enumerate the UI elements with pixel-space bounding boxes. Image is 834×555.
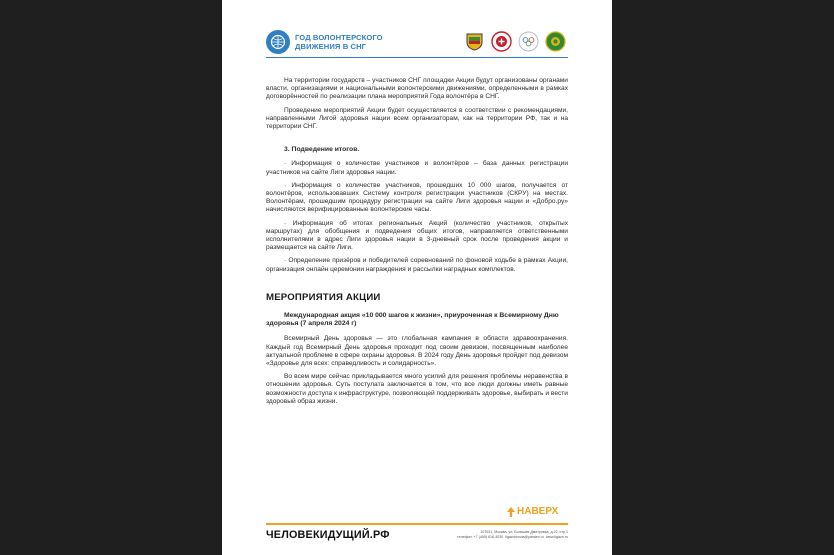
partner-logos xyxy=(464,31,566,52)
footer-site-link[interactable]: ЧЕЛОВЕКИДУЩИЙ.РФ xyxy=(266,529,390,541)
event-paragraph: Во всем мире сейчас прикладывается много усилий для решения проблемы неравенства в отношении здоровья. Суть постулата заключается в том, что все люди должны иметь равные возможности доступа к инфраструктуре, позволяющей поддерживать здоровье, выбирать и вести здоровый образ жизни. xyxy=(266,373,568,405)
back-to-top-label: НАВЕРХ xyxy=(517,506,559,517)
event-subheading: Международная акция «10 000 шагов к жизни», приуроченная к Всемирному Дню здоровья (7 апреля 2024 г) xyxy=(266,312,559,328)
partner-rings-logo-icon xyxy=(518,31,539,52)
document-page xyxy=(222,0,612,555)
logo-line-1: ГОД ВОЛОНТЕРСКОГО xyxy=(295,33,383,42)
partner-green-logo-icon xyxy=(545,31,566,52)
logo-text xyxy=(295,33,383,51)
footer-contact-line xyxy=(412,535,568,540)
list-item: · Информация об итогах региональных Акций (количество участников, открытых маршрутах) для обобщения и подведения общих итогов, направляется ответственными исполнителями в адрес Лиги здоровья нации в 3-дневный срок после проведения акции и размещается на сайте Лиги. xyxy=(266,219,568,252)
partner-red-logo-icon xyxy=(491,31,512,52)
header-divider xyxy=(266,57,568,58)
list-item: · Информация о количестве участников, прошедших 10 000 шагов, получается от волонтёров, использовавших Систему контроля регистрации участников (СКРУ) на местах. Волонтёрам, прошедшим процедуру регистрации на сайте Лиги здоровья нации и «Добро.ру» начисляются верифицированные волонтерские часы. xyxy=(266,181,568,214)
event-paragraph: Всемирный День здоровья — это глобальная кампания в области здравоохранения. Каждый год Всемирный День здоровья проходит под своим девизом, посвященным наиболее актуальной проблеме в сфере охраны здоровья. В 2024 году День здоровья пройдет под девизом «Здоровье для всех: справедливость и солидарность». xyxy=(266,335,568,368)
footer-phone: телефон: +7 (495) 616-4030 xyxy=(457,534,504,539)
footer-divider xyxy=(266,523,568,525)
footer-email[interactable]: ligazdorovia@yandex.ru xyxy=(505,534,544,539)
back-to-top-link[interactable] xyxy=(507,506,558,517)
cis-emblem-icon xyxy=(266,30,290,54)
list-item: · Информация о количестве участников и волонтёров – база данных регистрации участников на сайте Лиги здоровья нации. xyxy=(266,160,568,176)
partner-shield-logo-icon xyxy=(464,31,485,52)
intro-paragraph: Проведение мероприятий Акции будет осуществляется в соответствии с рекомендациями, направленными Лигой здоровья нации всем организаторам, как на территории РФ, так и на территории СНГ. xyxy=(266,106,568,131)
arrow-up-icon xyxy=(507,507,515,517)
header-logo xyxy=(266,30,383,54)
footer-web[interactable]: www.ligazn.ru xyxy=(545,534,568,539)
footer-address: 107031, Москва, ул. Большая Дмитровка, д.22, стр.1 xyxy=(480,530,568,534)
logo-line-2: ДВИЖЕНИЯ В СНГ xyxy=(295,42,367,51)
footer-contacts xyxy=(412,530,568,539)
events-heading: МЕРОПРИЯТИЯ АКЦИИ xyxy=(266,291,381,303)
section-heading: 3. Подведение итогов. xyxy=(284,146,360,154)
list-item: · Определение призёров и победителей соревнований по фоновой ходьбе в рамках Акции, организация онлайн церемонии награждения и рассылки наградных комплектов. xyxy=(266,257,568,273)
intro-paragraph: На территории государств – участников СНГ площадки Акции будут организованы органами власти, организациями и национальными волонтерскими движениями, определенными в рамках договорённостей по реализации плана мероприятий Года волонтёра в СНГ. xyxy=(266,77,568,101)
document-body xyxy=(266,77,568,411)
